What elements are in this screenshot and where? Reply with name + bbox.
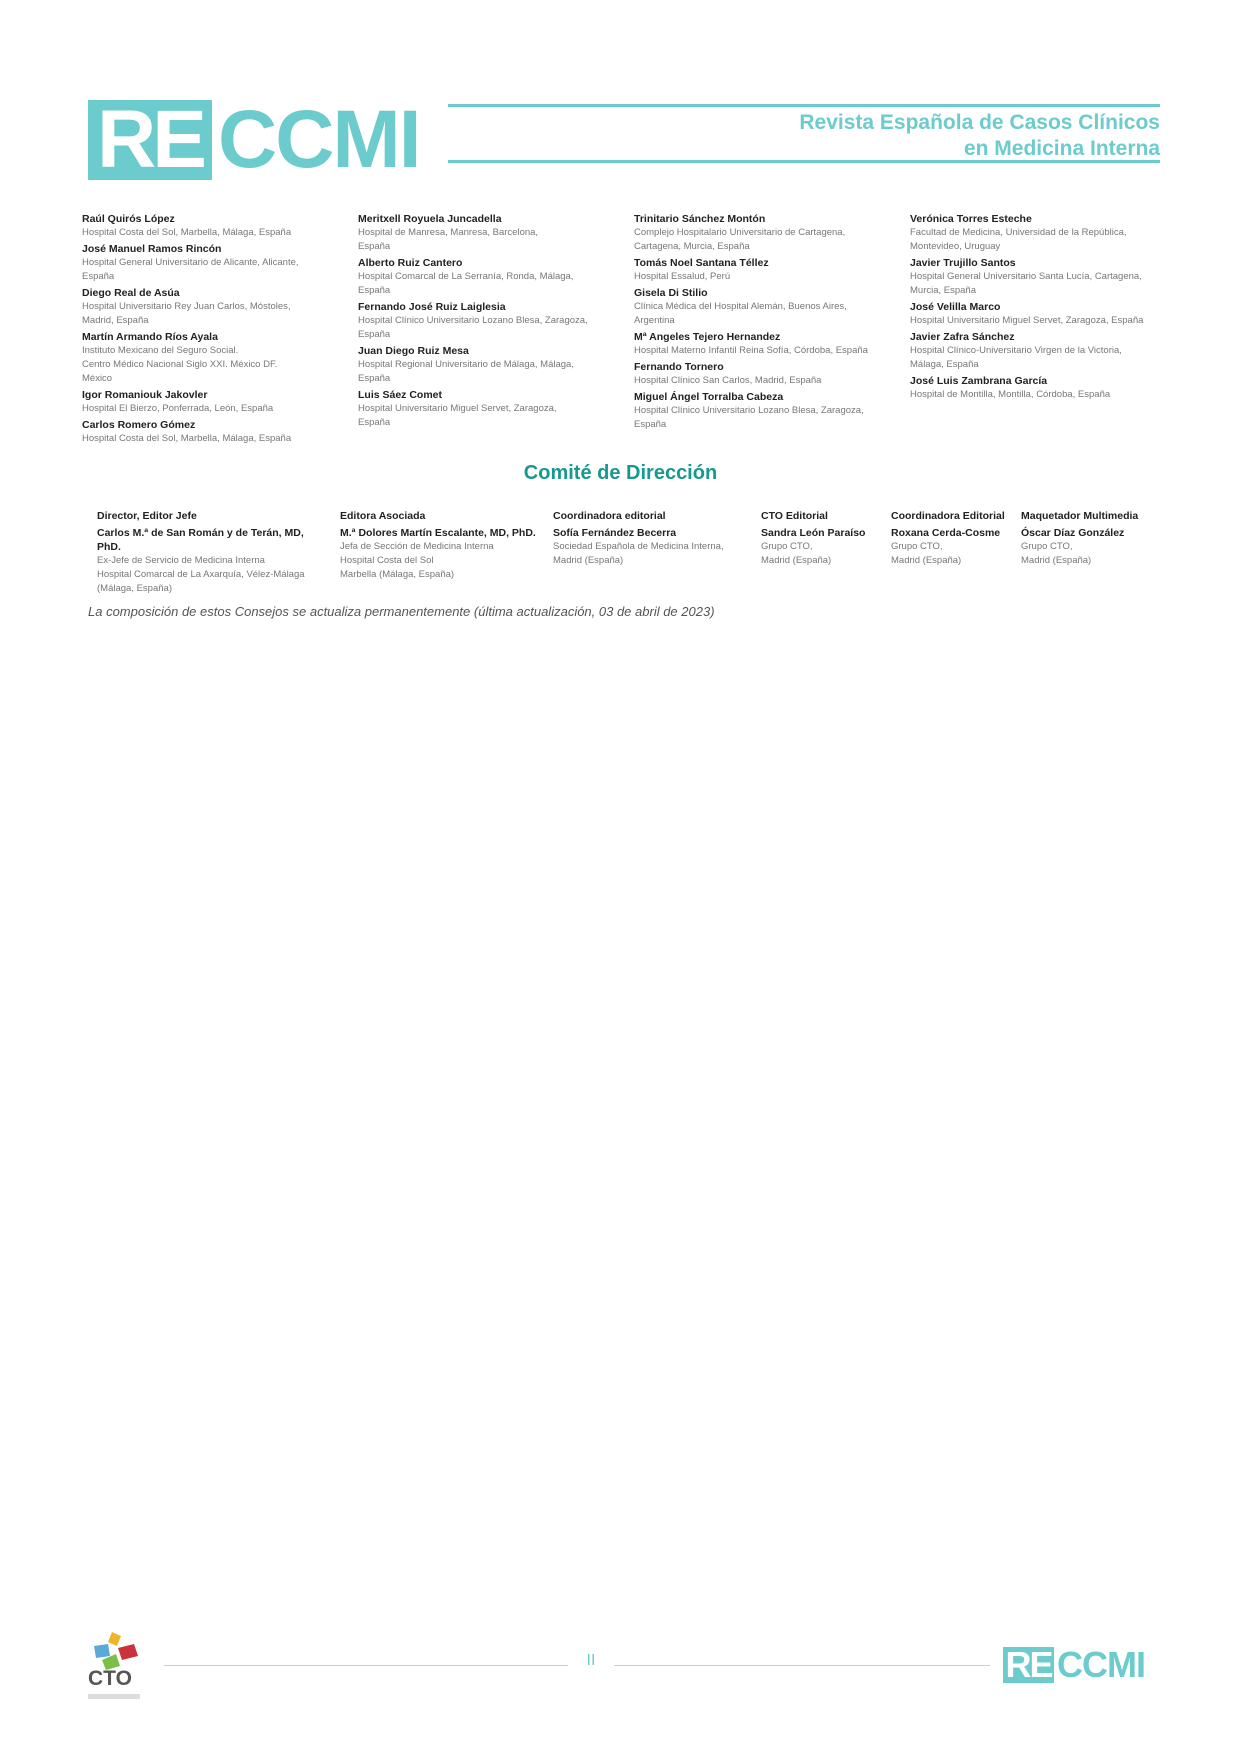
member-name: José Velilla Marco: [910, 301, 1001, 313]
journal-header: [88, 94, 1160, 185]
committee-role: CTO Editorial: [761, 510, 828, 522]
member-affiliation: México: [82, 373, 113, 384]
member-affiliation: Hospital Clínico San Carlos, Madrid, España: [634, 375, 822, 386]
member-name: Fernando Tornero: [634, 361, 724, 373]
committee-affiliation: Madrid (España): [553, 555, 624, 566]
member-affiliation: Hospital Universitario Miguel Servet, Zaragoza, España: [910, 315, 1144, 326]
committee-affiliation: Madrid (España): [891, 555, 962, 566]
member-entry: [82, 286, 334, 328]
committee-name: Sandra León Paraíso: [761, 527, 866, 539]
member-entry: [634, 330, 886, 358]
member-affiliation: Murcia, España: [910, 285, 977, 296]
member-entry: [358, 256, 610, 298]
member-affiliation: Hospital Costa del Sol, Marbella, Málaga, España: [82, 227, 292, 238]
committee-affiliation: Marbella (Málaga, España): [340, 569, 455, 580]
committee-role: Editora Asociada: [340, 510, 426, 522]
committee-title: Comité de Dirección: [523, 462, 718, 484]
member-affiliation: Hospital de Montilla, Montilla, Córdoba, España: [910, 389, 1111, 400]
member-name: Fernando José Ruiz Laiglesia: [358, 301, 506, 313]
committee-affiliation: Grupo CTO,: [761, 541, 813, 552]
footer-logo-ccmi-text: CCMI: [1057, 1644, 1145, 1685]
member-affiliation: Hospital Clínico-Universitario Virgen de la Victoria,: [910, 345, 1122, 356]
logo-ccmi-text: CCMI: [218, 94, 420, 185]
committee-role: Coordinadora editorial: [553, 510, 666, 522]
committee-entry: [340, 509, 545, 582]
member-name: Diego Real de Asúa: [82, 287, 180, 299]
member-entry: [634, 212, 886, 254]
member-name: Igor Romaniouk Jakovler: [82, 389, 208, 401]
member-affiliation: Hospital Regional Universitario de Málaga, Málaga,: [358, 359, 574, 370]
member-name: Juan Diego Ruiz Mesa: [358, 345, 469, 357]
member-affiliation: España: [358, 241, 391, 252]
member-affiliation: España: [358, 329, 391, 340]
footer-rule-right: [614, 1665, 990, 1666]
committee-name: Carlos M.ª de San Román y de Terán, MD, PhD.: [97, 527, 304, 553]
committee-entry: [553, 509, 753, 568]
member-name: Raúl Quirós López: [82, 213, 175, 225]
members-column-2: [358, 212, 610, 432]
member-affiliation: Hospital Universitario Miguel Servet, Zaragoza,: [358, 403, 557, 414]
member-affiliation: Hospital Universitario Rey Juan Carlos, Móstoles,: [82, 301, 291, 312]
member-affiliation: Argentina: [634, 315, 675, 326]
member-affiliation: Hospital de Manresa, Manresa, Barcelona,: [358, 227, 539, 238]
member-entry: [910, 330, 1162, 372]
committee-entry: [761, 509, 886, 568]
page-number: II: [586, 1652, 596, 1669]
member-affiliation: España: [358, 417, 391, 428]
journal-title-line2: en Medicina Interna: [963, 137, 1160, 160]
member-affiliation: Clínica Médica del Hospital Alemán, Buenos Aires,: [634, 301, 847, 312]
footer-logo-re-box: RE: [1003, 1647, 1054, 1683]
member-entry: [910, 300, 1162, 328]
committee-affiliation: Madrid (España): [1021, 555, 1092, 566]
journal-title-line1: Revista Española de Casos Clínicos: [799, 111, 1160, 134]
committee-affiliation: Sociedad Española de Medicina Interna,: [553, 541, 724, 552]
header-rule-top: [448, 104, 1160, 107]
member-name: Luis Sáez Comet: [358, 389, 443, 401]
member-affiliation: Hospital General Universitario de Alicante, Alicante,: [82, 257, 299, 268]
member-entry: [634, 286, 886, 328]
member-name: José Luis Zambrana García: [910, 375, 1048, 387]
member-affiliation: Málaga, España: [910, 359, 979, 370]
member-name: Gisela Di Stilio: [634, 287, 708, 299]
members-column-1: [82, 212, 334, 448]
member-name: Carlos Romero Gómez: [82, 419, 196, 431]
committee-affiliation: Madrid (España): [761, 555, 832, 566]
member-entry: [634, 256, 886, 284]
member-name: Alberto Ruiz Cantero: [358, 257, 463, 269]
member-affiliation: España: [82, 271, 115, 282]
member-name: Meritxell Royuela Juncadella: [358, 213, 502, 225]
member-affiliation: España: [634, 419, 667, 430]
member-affiliation: Hospital Clínico Universitario Lozano Blesa, Zaragoza,: [634, 405, 864, 416]
member-affiliation: Cartagena, Murcia, España: [634, 241, 750, 252]
committee-affiliation: Grupo CTO,: [891, 541, 943, 552]
member-entry: [358, 300, 610, 342]
member-name: Miguel Ángel Torralba Cabeza: [634, 391, 784, 403]
publisher-name: CTO: [88, 1667, 132, 1690]
member-entry: [358, 388, 610, 430]
member-entry: [910, 212, 1162, 254]
committee-entry: [891, 509, 1016, 568]
member-entry: [82, 242, 334, 284]
member-affiliation: Instituto Mexicano del Seguro Social.: [82, 345, 239, 356]
committee-entry: [1021, 509, 1156, 568]
committee-affiliation: Jefa de Sección de Medicina Interna: [340, 541, 494, 552]
committee-affiliation: Hospital Costa del Sol: [340, 555, 434, 566]
member-name: José Manuel Ramos Rincón: [82, 243, 222, 255]
logo-re-box: RE: [88, 100, 212, 180]
committee-name: Óscar Díaz González: [1021, 527, 1125, 539]
member-affiliation: Hospital Essalud, Perú: [634, 271, 731, 282]
member-name: Javier Trujillo Santos: [910, 257, 1016, 269]
journal-title: [799, 110, 1160, 162]
member-affiliation: España: [358, 285, 391, 296]
member-name: Mª Angeles Tejero Hernandez: [634, 331, 781, 343]
member-affiliation: Centro Médico Nacional Siglo XXI. México DF.: [82, 359, 278, 370]
member-name: Trinitario Sánchez Montón: [634, 213, 766, 225]
member-entry: [910, 256, 1162, 298]
committee-affiliation: Grupo CTO,: [1021, 541, 1073, 552]
committee-affiliation: Ex-Jefe de Servicio de Medicina Interna: [97, 555, 265, 566]
committee-affiliation: Hospital Comarcal de La Axarquía, Vélez-Málaga: [97, 569, 305, 580]
member-affiliation: España: [358, 373, 391, 384]
committee-role: Maquetador Multimedia: [1021, 510, 1139, 522]
member-entry: [82, 418, 334, 446]
committee-name: M.ª Dolores Martín Escalante, MD, PhD.: [340, 527, 536, 539]
member-name: Tomás Noel Santana Téllez: [634, 257, 769, 269]
member-entry: [634, 390, 886, 432]
members-column-3: [634, 212, 886, 434]
member-entry: [82, 212, 334, 240]
member-affiliation: Montevideo, Uruguay: [910, 241, 1001, 252]
member-affiliation: Facultad de Medicina, Universidad de la República,: [910, 227, 1127, 238]
member-name: Verónica Torres Esteche: [910, 213, 1032, 225]
member-affiliation: Hospital Clínico Universitario Lozano Blesa, Zaragoza,: [358, 315, 588, 326]
committee-role: Coordinadora Editorial: [891, 510, 1005, 522]
committee-name: Roxana Cerda-Cosme: [891, 527, 1001, 539]
committee-entry: [97, 509, 329, 596]
member-name: Martín Armando Ríos Ayala: [82, 331, 218, 343]
member-affiliation: Hospital Materno Infantil Reina Sofía, Córdoba, España: [634, 345, 868, 356]
member-entry: [358, 344, 610, 386]
member-affiliation: Hospital El Bierzo, Ponferrada, León, España: [82, 403, 274, 414]
member-entry: [82, 388, 334, 416]
committee-name: Sofía Fernández Becerra: [553, 527, 677, 539]
member-entry: [358, 212, 610, 254]
member-affiliation: Hospital General Universitario Santa Lucía, Cartagena,: [910, 271, 1142, 282]
committee-affiliation: (Málaga, España): [97, 583, 172, 594]
members-column-4: [910, 212, 1162, 404]
member-entry: [634, 360, 886, 388]
committee-row: [0, 509, 1241, 594]
member-entry: [910, 374, 1162, 402]
member-entry: [82, 330, 334, 386]
editorial-board-members: [82, 212, 1162, 452]
member-affiliation: Complejo Hospitalario Universitario de Cartagena,: [634, 227, 846, 238]
member-affiliation: Hospital Costa del Sol, Marbella, Málaga, España: [82, 433, 292, 444]
member-affiliation: Hospital Comarcal de La Serranía, Ronda, Málaga,: [358, 271, 574, 282]
footer-rule-left: [164, 1665, 568, 1666]
publisher-underline: [88, 1694, 140, 1699]
member-name: Javier Zafra Sánchez: [910, 331, 1015, 343]
member-affiliation: Madrid, España: [82, 315, 149, 326]
committee-role: Director, Editor Jefe: [97, 510, 197, 522]
cto-logo-icon: [88, 1630, 144, 1702]
update-note: La composición de estos Consejos se actualiza permanentemente (última actualización, 03 de abril de 2023): [88, 604, 715, 619]
